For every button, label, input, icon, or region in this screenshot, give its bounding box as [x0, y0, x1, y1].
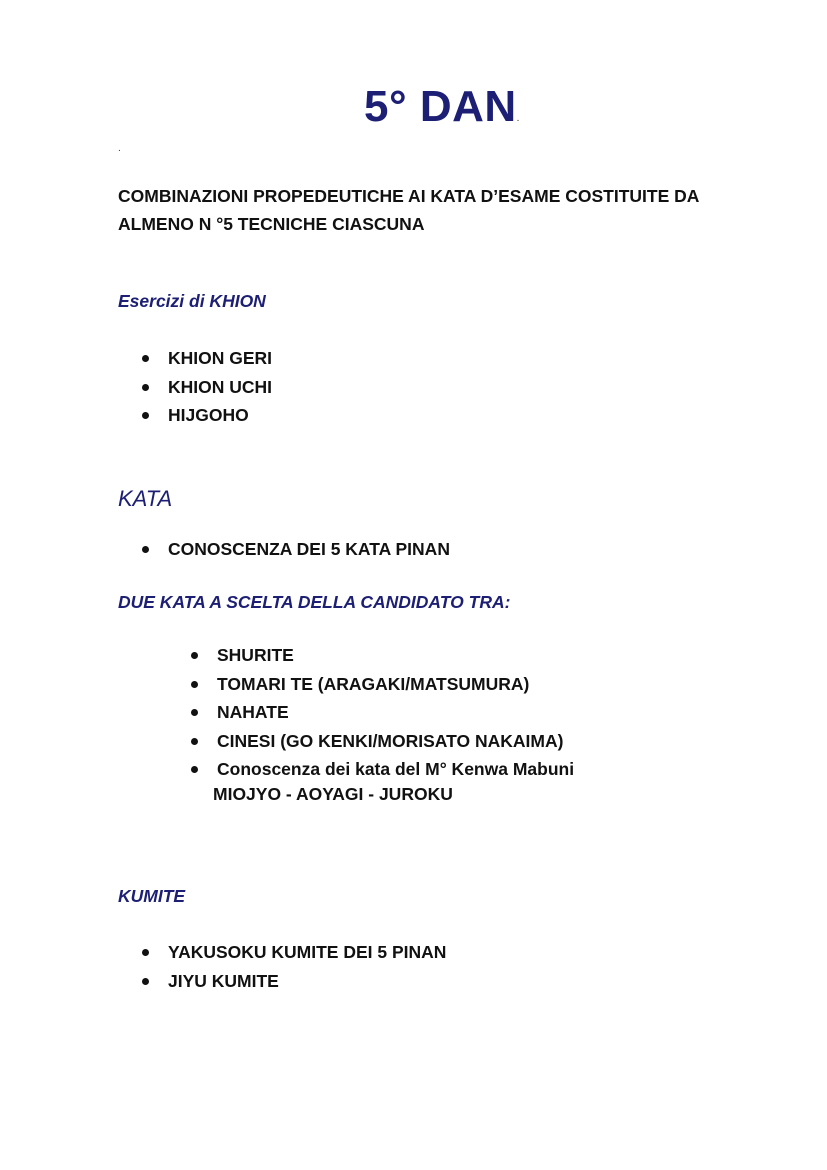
khion-list — [118, 344, 272, 430]
bullet-icon — [142, 978, 149, 985]
list-item — [118, 967, 446, 996]
list-item-label: JIYU KUMITE — [168, 970, 279, 991]
list-item — [118, 344, 272, 373]
list-item — [191, 727, 574, 756]
list-item — [191, 755, 574, 784]
list-item-label: KHION UCHI — [168, 376, 273, 397]
list-item — [191, 698, 574, 727]
list-item-label: TOMARI TE (ARAGAKI/MATSUMURA) — [217, 673, 530, 694]
due-kata-list — [191, 641, 574, 784]
page-title — [0, 82, 827, 132]
kata-heading: KATA — [118, 486, 173, 511]
list-item-label: SHURITE — [217, 645, 294, 665]
intro-line-1: COMBINAZIONI PROPEDEUTICHE AI KATA D’ESAME COSTITUITE DA — [118, 186, 700, 206]
bullet-icon — [142, 384, 149, 391]
list-item-label: YAKUSOKU KUMITE DEI 5 PINAN — [168, 942, 447, 962]
list-item-label: Conoscenza dei kata del M° Kenwa Mabuni — [217, 759, 575, 779]
bullet-icon — [142, 412, 149, 419]
intro-line-2: ALMENO N °5 TECNICHE CIASCUNA — [118, 214, 425, 234]
bullet-icon — [142, 546, 149, 553]
bullet-icon — [191, 709, 198, 716]
due-kata-heading: DUE KATA A SCELTA DELLA CANDIDATO TRA: — [118, 592, 511, 612]
bullet-icon — [191, 738, 198, 745]
list-item-label: NAHATE — [217, 702, 289, 722]
kata-names-line: MIOJYO - AOYAGI - JUROKU — [213, 784, 453, 804]
list-item — [118, 401, 272, 430]
kumite-list — [118, 938, 446, 995]
bullet-icon — [191, 766, 198, 773]
list-item — [118, 373, 272, 402]
list-item — [191, 670, 574, 699]
bullet-icon — [191, 652, 198, 659]
khion-heading: Esercizi di KHION — [118, 291, 266, 311]
stray-dot: . — [118, 143, 121, 154]
intro-paragraph — [118, 182, 758, 238]
kumite-heading: KUMITE — [118, 886, 186, 906]
list-item — [191, 641, 574, 670]
list-item-label: CINESI (GO KENKI/MORISATO NAKAIMA) — [217, 730, 564, 751]
kata-list — [118, 535, 450, 564]
bullet-icon — [142, 949, 149, 956]
bullet-icon — [191, 681, 198, 688]
title-text: 5° DAN — [364, 82, 517, 131]
list-item — [118, 535, 450, 564]
list-item-label: HIJGOHO — [168, 405, 249, 425]
list-item — [118, 938, 446, 967]
list-item-label: CONOSCENZA DEI 5 KATA PINAN — [168, 539, 450, 559]
list-item-label: KHION GERI — [168, 348, 273, 368]
title-trailing-dot: . — [516, 113, 520, 124]
bullet-icon — [142, 355, 149, 362]
